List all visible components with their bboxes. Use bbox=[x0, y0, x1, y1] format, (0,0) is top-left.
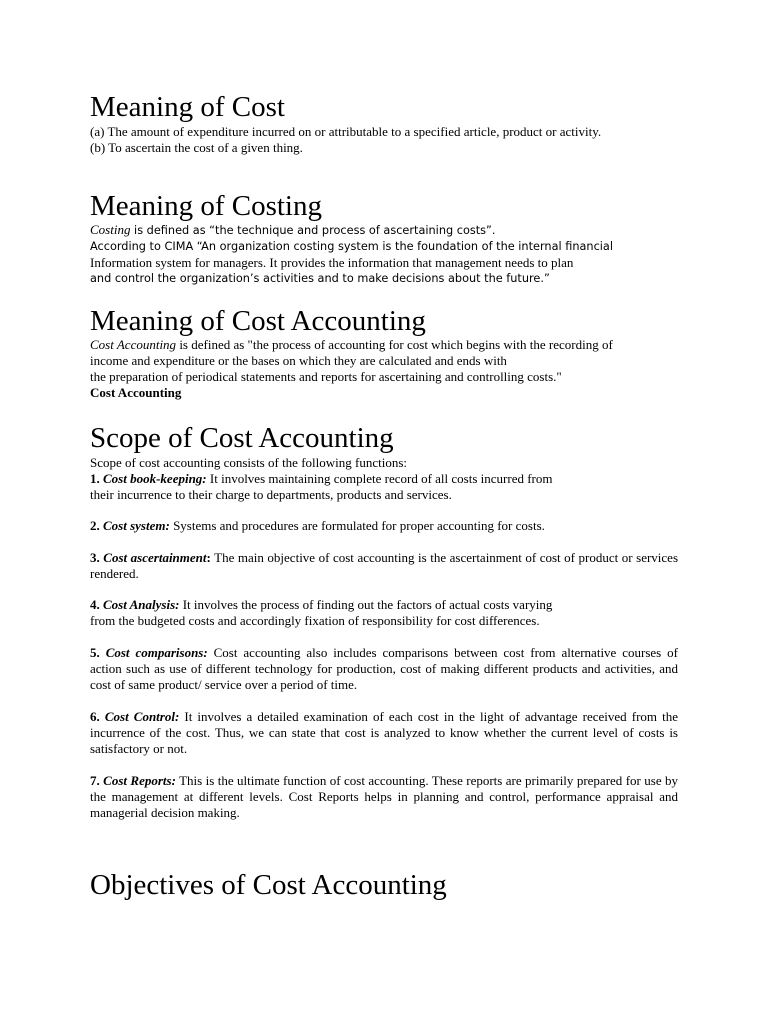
scope-item-5 bbox=[90, 645, 678, 693]
cost-accounting-definition-line-3: the preparation of periodical statements and reports for ascertaining and controlling costs." bbox=[90, 369, 562, 384]
cost-accounting-definition-block bbox=[90, 337, 678, 401]
scope-item-6-title: Cost Control: bbox=[104, 709, 180, 724]
costing-definition bbox=[90, 222, 678, 239]
scope-intro-block bbox=[90, 455, 678, 503]
costing-definition-block bbox=[90, 222, 678, 287]
scope-item-4-text-2: from the budgeted costs and accordingly fixation of responsibility for cost differences. bbox=[90, 613, 540, 628]
scope-item-1-number: 1. bbox=[90, 471, 100, 486]
scope-item-4-title: Cost Analysis: bbox=[103, 597, 180, 612]
scope-item-4-number: 4. bbox=[90, 597, 100, 612]
scope-item-5-title: Cost comparisons: bbox=[105, 645, 208, 660]
cima-line-2: Information system for managers. It provides the information that management needs to plan bbox=[90, 255, 574, 270]
scope-item-5-number: 5. bbox=[90, 645, 100, 660]
cost-accounting-definition-line-1 bbox=[90, 337, 678, 353]
scope-item-3-number: 3. bbox=[90, 550, 100, 565]
scope-item-2-number: 2. bbox=[90, 518, 100, 533]
cost-accounting-definition-line-2: income and expenditure or the bases on which they are calculated and ends with bbox=[90, 353, 507, 368]
costing-term: Costing bbox=[90, 222, 131, 237]
scope-item-4-text: It involves the process of finding out the factors of actual costs varying bbox=[179, 597, 553, 612]
scope-item-6-text: It involves a detailed examination of each cost in the light of advantage received from the incurrence of the cost. Thus, we can state that cost is analyzed to know whether the current level of costs is satisfactory or not. bbox=[90, 709, 678, 756]
heading-scope-of-cost-accounting: Scope of Cost Accounting bbox=[90, 422, 394, 454]
scope-item-7-title: Cost Reports: bbox=[103, 773, 176, 788]
scope-item-1 bbox=[90, 471, 678, 487]
cost-definitions bbox=[90, 124, 678, 156]
scope-item-6-number: 6. bbox=[90, 709, 100, 724]
scope-item-2 bbox=[90, 518, 678, 534]
cost-definition-b: (b) To ascertain the cost of a given thing. bbox=[90, 140, 303, 155]
scope-item-6 bbox=[90, 709, 678, 757]
costing-definition-text: is defined as “the technique and process of ascertaining costs”. bbox=[130, 224, 496, 237]
scope-item-1-text: It involves maintaining complete record of all costs incurred from bbox=[206, 471, 553, 486]
cost-definition-a: (a) The amount of expenditure incurred on or attributable to a specified article, product or activity. bbox=[90, 124, 602, 139]
scope-item-7-number: 7. bbox=[90, 773, 100, 788]
heading-meaning-of-cost: Meaning of Cost bbox=[90, 91, 285, 123]
scope-item-1-text-2: their incurrence to their charge to departments, products and services. bbox=[90, 487, 452, 502]
scope-item-4 bbox=[90, 597, 678, 629]
heading-objectives-of-cost-accounting: Objectives of Cost Accounting bbox=[90, 869, 447, 901]
cima-line-1: According to CIMA “An organization costing system is the foundation of the internal financial bbox=[90, 240, 613, 253]
scope-item-3-text: The main objective of cost accounting is the ascertainment of cost of product or services rendered. bbox=[90, 550, 679, 581]
cost-accounting-bold-label: Cost Accounting bbox=[90, 385, 182, 400]
scope-item-3-colon: : bbox=[206, 550, 211, 565]
scope-item-2-title: Cost system: bbox=[103, 518, 170, 533]
cost-accounting-definition-text: is defined as "the process of accounting for cost which begins with the recording of bbox=[176, 337, 613, 352]
heading-meaning-of-cost-accounting: Meaning of Cost Accounting bbox=[90, 305, 426, 337]
cima-line-3: and control the organization’s activities and to make decisions about the future.” bbox=[90, 272, 550, 285]
scope-intro: Scope of cost accounting consists of the following functions: bbox=[90, 455, 408, 470]
scope-item-3-title: Cost ascertainment bbox=[103, 550, 207, 565]
scope-item-3 bbox=[90, 550, 678, 582]
scope-item-7 bbox=[90, 773, 678, 821]
heading-meaning-of-costing: Meaning of Costing bbox=[90, 190, 322, 222]
scope-item-1-title: Cost book-keeping: bbox=[103, 471, 207, 486]
cost-accounting-term: Cost Accounting bbox=[90, 337, 177, 352]
scope-item-7-text: This is the ultimate function of cost accounting. These reports are primarily prepared for use by the management at different levels. Cost Reports helps in planning and control, performance appraisal and managerial decision making. bbox=[90, 773, 679, 820]
scope-item-5-text: Cost accounting also includes comparisons between cost from alternative courses of action such as use of different technology for production, cost of making different products and activities, and cost of same product/ service over a period of time. bbox=[90, 645, 679, 692]
scope-item-2-text: Systems and procedures are formulated for proper accounting for costs. bbox=[169, 518, 545, 533]
